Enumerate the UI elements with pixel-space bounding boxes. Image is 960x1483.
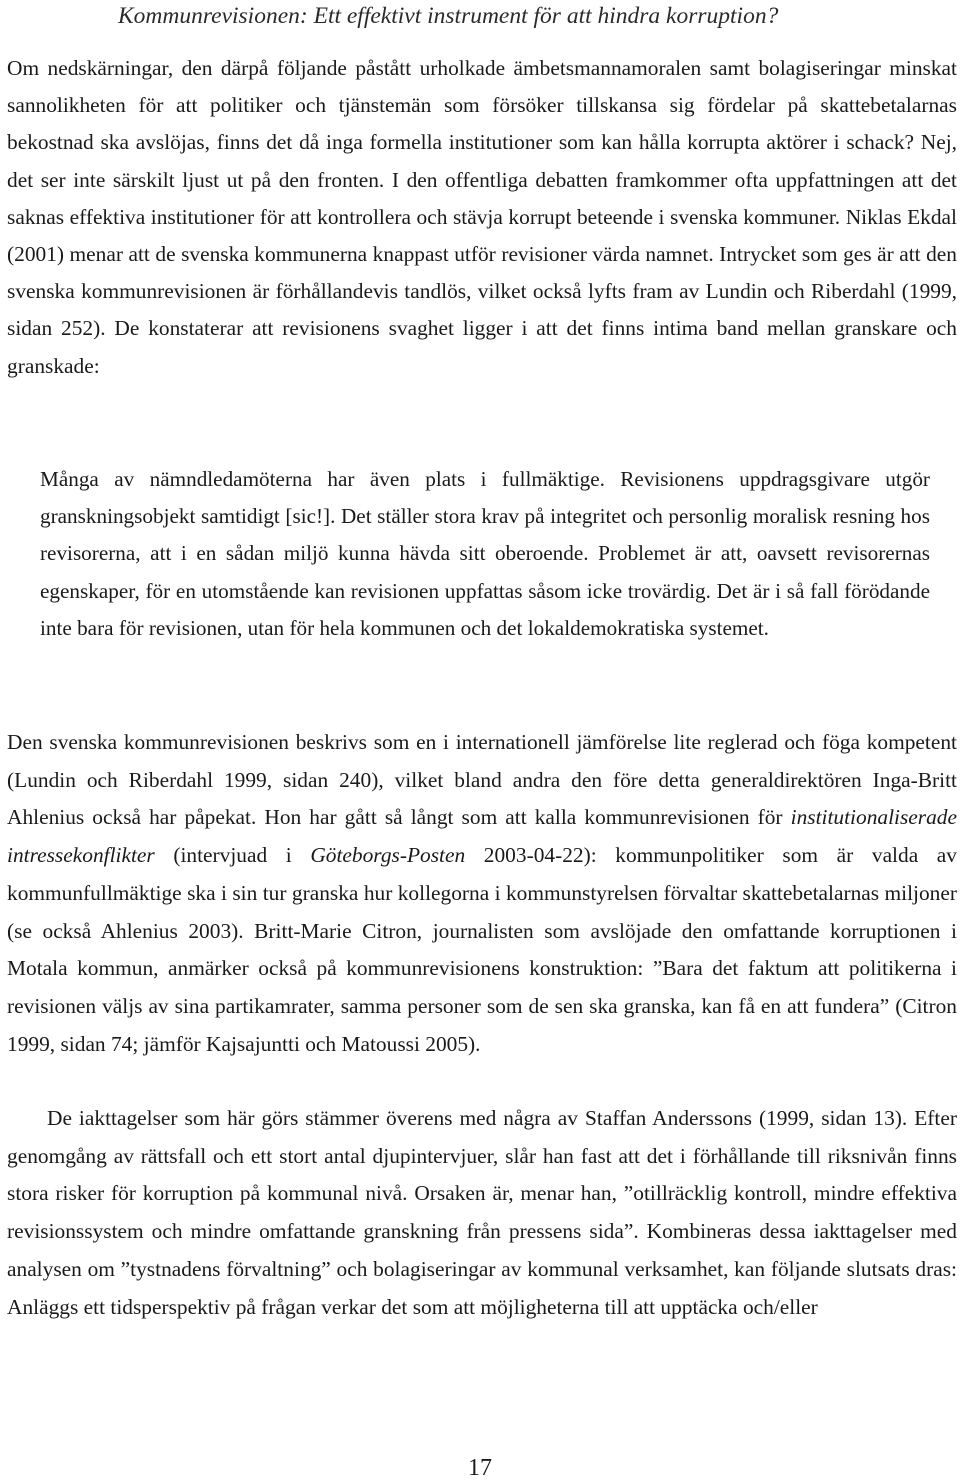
italic-term: institutionaliserade intressekonflikter (7, 805, 957, 868)
running-header: Kommunrevisionen: Ett effektivt instrument för att hindra korruption? (118, 3, 779, 29)
page-number: 17 (468, 1455, 492, 1481)
block-quote: Många av nämndledamöterna har även plats i fullmäktige. Revisionens uppdragsgivare utgör granskningsobjekt samtidigt [sic!]. Det ställer stora krav på integritet och personlig moralisk resning hos revisorerna, att i en sådan miljö kunna hävda sitt oberoende. Problemet är att, oavsett revisorernas egenskaper, för en utomstående kan revisionen uppfattas såsom icke trovärdig. Det är i så fall förödande inte bara för revisionen, utan för hela kommunen och det lokaldemokratiska systemet. (40, 467, 930, 640)
body-paragraph-3: De iakttagelser som här görs stämmer överens med några av Staffan Anderssons (1999, sidan 13). Efter genomgång av rättsfall och ett stort antal djupintervjuer, slår han fast att det i förhållande till riksnivån finns stora risker för korruption på kommunal nivå. Orsaken är, menar han, ”otillräcklig kontroll, mindre effektiva revisionssystem och mindre omfattande granskning från pressens sida”. Kombineras dessa iakttagelser med analysen om ”tystnadens förvaltning” och bolagiseringar av kommunal verksamhet, kan följande slutsats dras: Anläggs ett tidsperspektiv på frågan verkar det som att möjligheterna till att upptäcka och/eller (7, 1106, 957, 1319)
body-paragraph-2 (7, 724, 957, 1063)
paragraph-2-part-3: 2003-04-22): kommunpolitiker som är valda av kommunfullmäktige ska i sin tur granska hur kollegorna i kommunstyrelsen förvaltar skattebetalarnas miljoner (se också Ahlenius 2003). Britt-Marie Citron, journalisten som avslöjade den omfattande korruptionen i Motala kommun, anmärker också på kommunrevisionens konstruktion: ”Bara det faktum att politikerna i revisionen väljs av sina partikamrater, samma personer som de sen ska granska, kan få en att fundera” (Citron 1999, sidan 74; jämför Kajsajuntti och Matoussi 2005). (7, 843, 957, 1056)
paragraph-2-part-2: (intervjuad i (154, 843, 311, 868)
paragraph-2-part-1: Den svenska kommunrevisionen beskrivs som en i internationell jämförelse lite reglerad och föga kompetent (Lundin och Riberdahl 1999, sidan 240), vilket bland andra den före detta generaldirektören Inga-Britt Ahlenius också har påpekat. Hon har gått så långt som att kalla kommunrevisionen för (7, 730, 957, 830)
body-paragraph-1: Om nedskärningar, den därpå följande påstått urholkade ämbetsmannamoralen samt bolagiseringar minskat sannolikheten för att politiker och tjänstemän som försöker tillskansa sig fördelar på skattebetalarnas bekostnad ska avslöjas, finns det då inga formella institutioner som kan hålla korrupta aktörer i schack? Nej, det ser inte särskilt ljust ut på den fronten. I den offentliga debatten framkommer ofta uppfattningen att det saknas effektiva institutioner för att kontrollera och stävja korrupt beteende i svenska kommuner. Niklas Ekdal (2001) menar att de svenska kommunerna knappast utför revisioner värda namnet. Intrycket som ges är att den svenska kommunrevisionen är förhållandevis tandlös, vilket också lyfts fram av Lundin och Riberdahl (1999, sidan 252). De konstaterar att revisionens svaghet ligger i att det finns intima band mellan granskare och granskade: (7, 56, 957, 378)
newspaper-title: Göteborgs-Posten (310, 843, 466, 868)
